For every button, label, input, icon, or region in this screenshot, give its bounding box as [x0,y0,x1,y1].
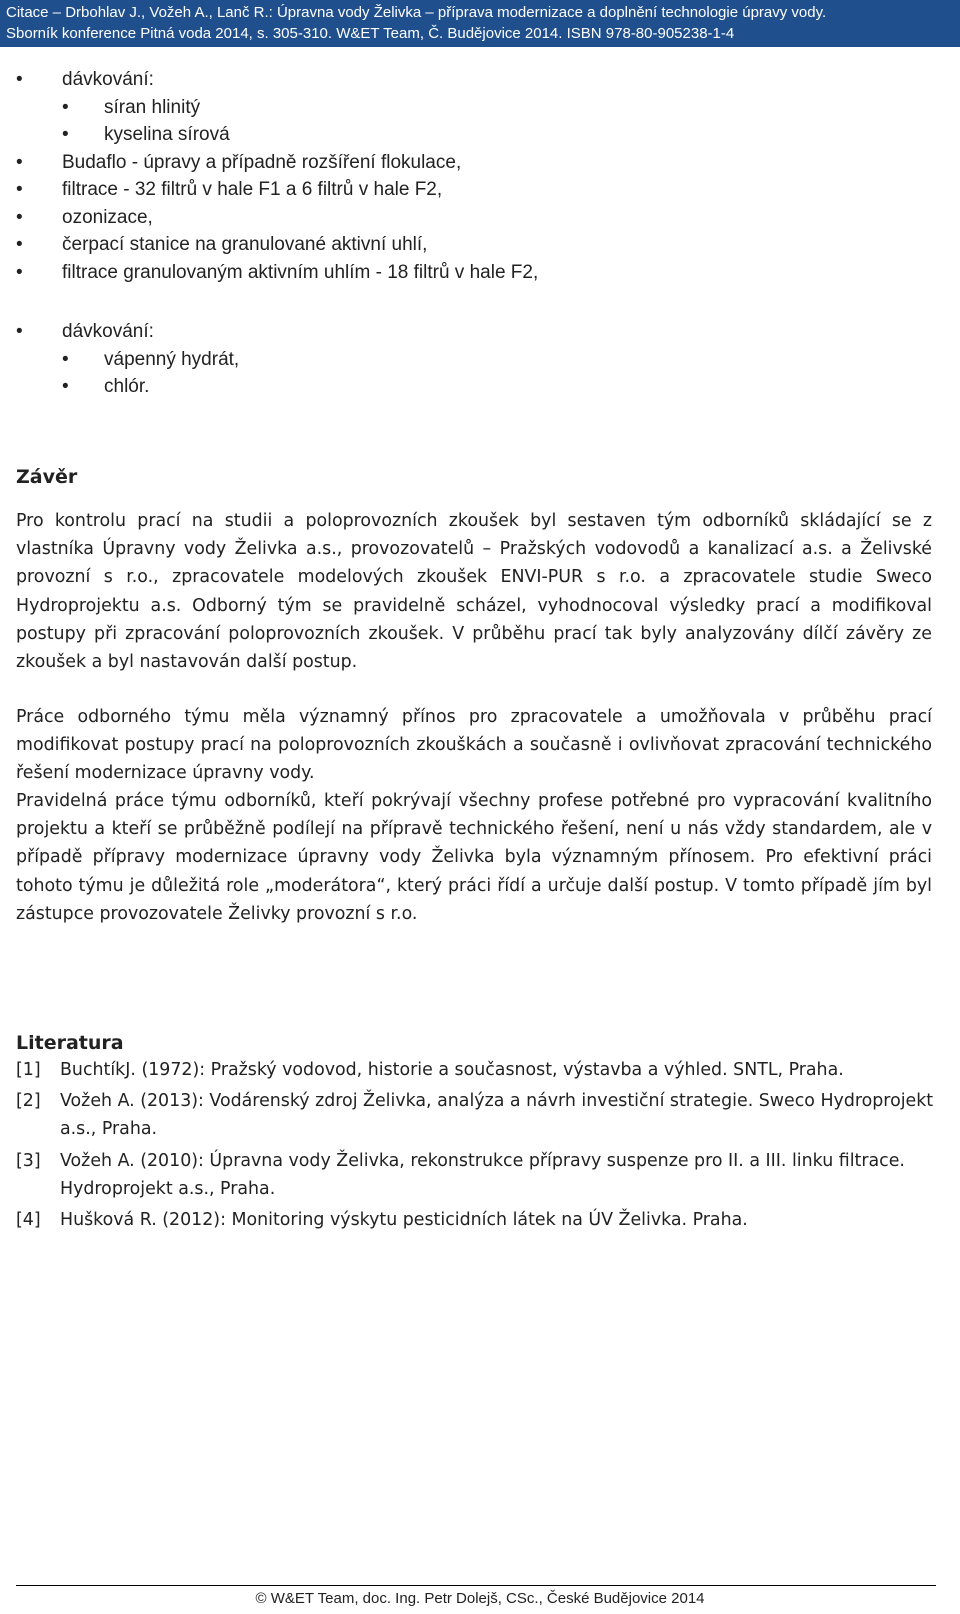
list-item: • ozonizace, [16,204,538,232]
reference-text: Hušková R. (2012): Monitoring výskytu pesticidních látek na ÚV Želivka. Praha. [60,1210,748,1231]
citation-banner [0,0,960,47]
reference-list [16,1056,936,1237]
reference-item [16,1056,936,1084]
sub-list [62,346,239,401]
reference-text: Vožeh A. (2013): Vodárenský zdroj Želivka, analýza a návrh investiční strategie. Sweco Hydroprojekt a.s., Praha. [60,1091,934,1140]
footer [0,1589,960,1609]
reference-number: [2] [16,1091,41,1112]
list-item-label: dávkování: [62,321,154,342]
reference-item [16,1147,936,1203]
sub-list-item: • síran hlinitý [62,94,538,122]
reference-item [16,1087,936,1143]
list-item: • filtrace granulovaným aktivním uhlím - 18 filtrů v hale F2, [16,259,538,287]
sub-list-item: • vápenný hydrát, [62,346,239,374]
bullet-icon: • [16,69,23,90]
conclusion-paragraph-2: Práce odborného týmu měla významný přínos pro zpracovatele a umožňovala v průběhu prací modifikovat postupy prací na poloprovozních zkouškách a současně i ovlivňovat zpracování technického řešení modernizace úpravny vody. [16,707,932,784]
process-list-b [0,318,240,401]
bullet-icon: • [16,321,23,342]
citation-line-2: Sborník konference Pitná voda 2014, s. 305-310. W&ET Team, Č. Budějovice 2014. ISBN 978-80-905238-1-4 [6,25,735,42]
bullet-icon: • [16,206,23,228]
bullet-icon: • [62,348,69,370]
reference-number: [1] [16,1060,41,1080]
citation-line-1: Citace – Drbohlav J., Vožeh A., Lanč R.: Úpravna vody Želivka – příprava modernizace a doplnění technologie úpravy vody. [6,4,827,21]
list-item: • Budaflo - úpravy a případně rozšíření flokulace, [16,149,538,177]
footer-divider [16,1585,936,1586]
reference-text: Vožeh A. (2010): Úpravna vody Želivka, rekonstrukce přípravy suspenze pro II. a III. linku filtrace. Hydroprojekt a.s., Praha. [60,1150,905,1199]
list-item-label: dávkování: [62,69,154,90]
reference-text: BuchtíkJ. (1972): Pražský vodovod, historie a současnost, výstavba a výhled. SNTL, Praha. [60,1060,844,1080]
conclusion-paragraph-1: Pro kontrolu prací na studii a poloprovozních zkoušek byl sestaven tým odborníků skládající se z vlastníka Úpravny vody Želivka a.s., provozovatelů – Pražských vodovodů a kanalizací a.s. a Želivské provozní s r.o., zpracovatele modelových zkoušek ENVI-PUR s r.o. a zpracovatele studie Sweco Hydroprojektu a.s. Odborný tým se pravidelně scházel, vyhodnocoval výsledky prací a modifikoval postupy při zpracování poloprovozních zkoušek. V průběhu prací tak byly analyzovány dílčí závěry ze zkoušek a byl nastavován další postup. [16,511,932,673]
sub-list-item: • kyselina sírová [62,121,538,149]
bullet-icon: • [62,124,69,145]
list-item: • čerpací stanice na granulované aktivní uhlí, [16,231,538,259]
footer-text: © W&ET Team, doc. Ing. Petr Dolejš, CSc., České Budějovice 2014 [255,1590,705,1607]
bullet-icon: • [16,179,23,200]
reference-item [16,1206,936,1234]
bullet-icon: • [16,261,23,283]
list-item [16,66,538,149]
bullet-icon: • [16,234,23,255]
process-list-a [0,66,539,286]
list-item [16,318,239,401]
reference-number: [3] [16,1150,41,1171]
sub-list [62,94,538,149]
bullet-icon: • [16,151,23,173]
list-item: • filtrace - 32 filtrů v hale F1 a 6 filtrů v hale F2, [16,176,538,204]
conclusion-heading: Závěr [16,466,78,488]
bullet-icon: • [62,96,69,118]
conclusion-paragraph-3: Pravidelná práce týmu odborníků, kteří pokrývají všechny profese potřebné pro vypracování kvalitního projektu a kteří se průběžně podílejí na přípravě technického řešení, není u nás vždy standardem, ale v případě přípravy modernizace úpravny vody Želivka byla významným přínosem. Pro efektivní práci tohoto týmu je důležitá role „moderátora“, který práci řídí a určuje další postup. V tomto případě jím byl zástupce provozovatele Želivky provozní s r.o. [16,791,932,924]
reference-number: [4] [16,1210,41,1231]
sub-list-item: • chlór. [62,373,239,401]
literature-heading: Literatura [16,1032,124,1054]
bullet-icon: • [62,376,69,397]
